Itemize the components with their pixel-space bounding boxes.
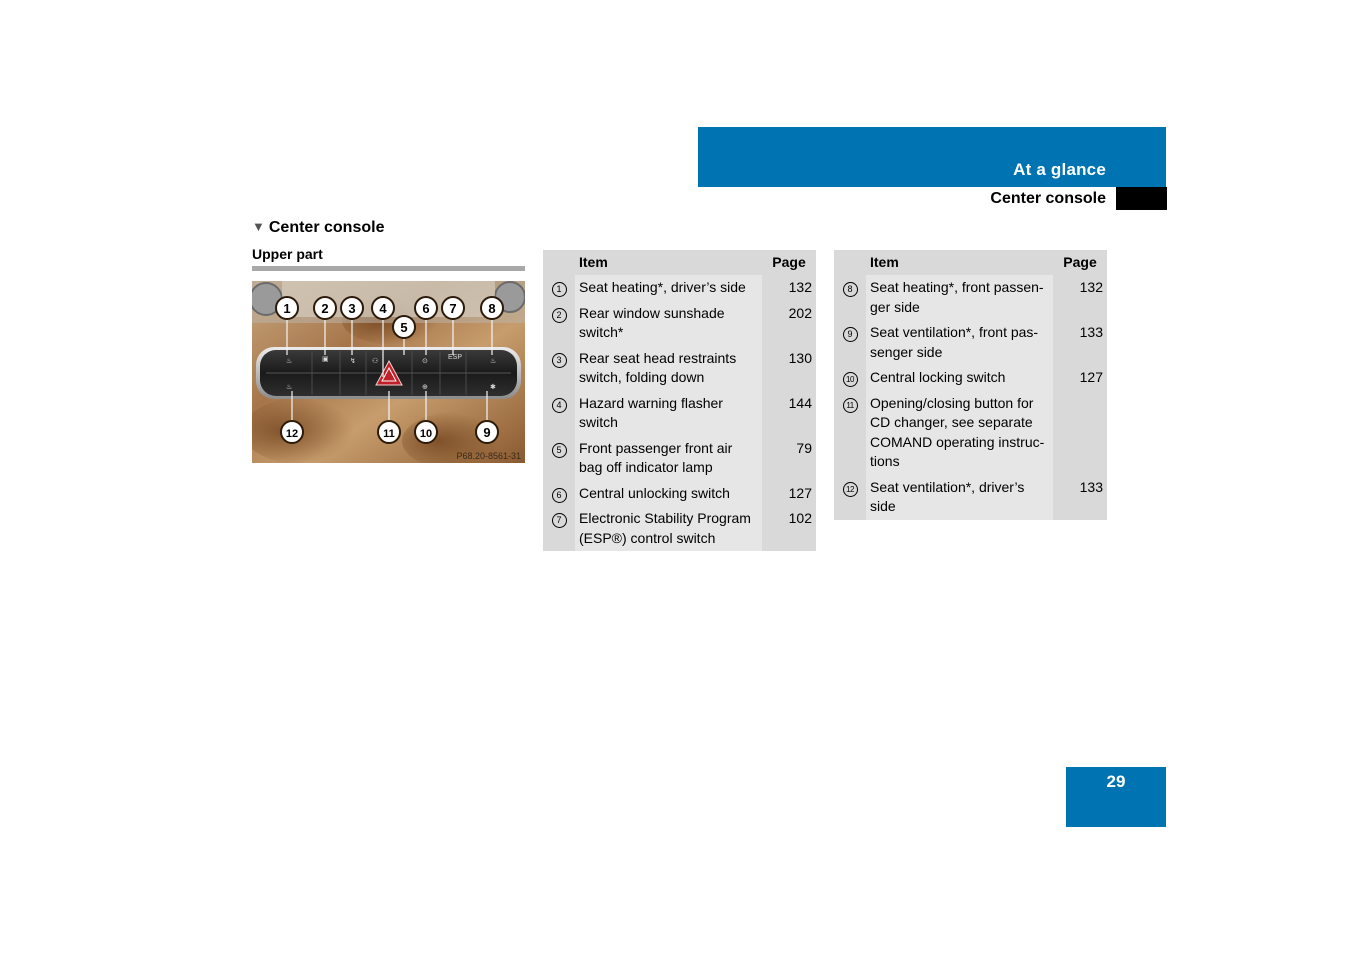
figure-code: P68.20-8561-31 xyxy=(456,451,521,461)
item-description: Front passenger front air bag off indicator lamp xyxy=(575,436,762,481)
svg-text:↯: ↯ xyxy=(350,358,356,365)
table-header-item: Item xyxy=(866,250,1053,275)
item-description: Seat heating*, front passen-ger side xyxy=(866,275,1053,320)
item-number-cell xyxy=(834,320,866,365)
table-header-page: Page xyxy=(762,250,816,275)
callout-8: 8 xyxy=(488,301,496,316)
item-description: Seat heating*, driver’s side xyxy=(575,275,762,301)
table-row xyxy=(834,365,1107,391)
table-header-page: Page xyxy=(1053,250,1107,275)
table-row xyxy=(543,346,816,391)
callout-12: 12 xyxy=(285,428,299,440)
item-page-ref: 202 xyxy=(762,301,816,346)
item-number-cell xyxy=(834,275,866,320)
table-header-num xyxy=(834,250,866,275)
callout-5: 5 xyxy=(400,320,408,335)
item-description: Central unlocking switch xyxy=(575,481,762,507)
item-description: Seat ventilation*, driver’s side xyxy=(866,475,1053,520)
svg-text:ESP: ESP xyxy=(448,354,463,361)
header-bar xyxy=(698,127,1166,187)
svg-text:⊕: ⊕ xyxy=(422,384,428,391)
item-number-cell xyxy=(543,481,575,507)
section-heading xyxy=(252,219,384,237)
triangle-down-icon: ▼ xyxy=(252,219,265,234)
item-description: Electronic Stability Program (ESP®) control switch xyxy=(575,506,762,551)
svg-text:▣: ▣ xyxy=(322,356,329,363)
callout-2: 2 xyxy=(321,301,329,316)
table-row xyxy=(543,275,816,301)
table-row xyxy=(543,301,816,346)
callout-10: 10 xyxy=(419,428,433,440)
table-header-num xyxy=(543,250,575,275)
subsection-rule xyxy=(252,266,525,271)
item-number: 1 xyxy=(552,282,567,297)
item-number-cell xyxy=(543,346,575,391)
item-description: Hazard warning flasher switch xyxy=(575,391,762,436)
table-row xyxy=(543,391,816,436)
item-table-left xyxy=(543,250,816,551)
svg-text:⚇: ⚇ xyxy=(372,358,379,365)
item-number: 11 xyxy=(843,398,858,413)
item-page-ref: 102 xyxy=(762,506,816,551)
item-description: Rear window sunshade switch* xyxy=(575,301,762,346)
item-description: Central locking switch xyxy=(866,365,1053,391)
svg-text:♨: ♨ xyxy=(286,358,293,365)
item-number-cell xyxy=(543,391,575,436)
table-row xyxy=(834,475,1107,520)
table-row xyxy=(543,506,816,551)
item-page-ref: 133 xyxy=(1053,475,1107,520)
item-page-ref: 144 xyxy=(762,391,816,436)
item-number-cell xyxy=(834,475,866,520)
item-table-right xyxy=(834,250,1107,520)
item-page-ref: 127 xyxy=(762,481,816,507)
header-section-title: At a glance xyxy=(1013,160,1106,179)
svg-text:♨: ♨ xyxy=(286,384,293,391)
item-number: 3 xyxy=(552,353,567,368)
callout-1: 1 xyxy=(283,301,291,316)
item-page-ref: 132 xyxy=(1053,275,1107,320)
item-description: Seat ventilation*, front pas-senger side xyxy=(866,320,1053,365)
page-number: 29 xyxy=(1106,772,1126,791)
table-row xyxy=(834,320,1107,365)
table-row xyxy=(543,481,816,507)
header-subsection-title: Center console xyxy=(990,190,1106,207)
callout-9: 9 xyxy=(483,425,491,440)
item-page-ref: 132 xyxy=(762,275,816,301)
center-console-photo xyxy=(252,281,525,463)
item-number: 9 xyxy=(843,327,858,342)
item-number-cell xyxy=(834,391,866,475)
item-description: Opening/closing button for CD changer, see separate COMAND operating instruc-tions xyxy=(866,391,1053,475)
item-number: 10 xyxy=(843,372,858,387)
item-number: 6 xyxy=(552,488,567,503)
subsection-heading: Upper part xyxy=(252,246,323,262)
item-number: 7 xyxy=(552,513,567,528)
item-number: 2 xyxy=(552,308,567,323)
svg-text:♨: ♨ xyxy=(490,358,497,365)
table-row xyxy=(834,391,1107,475)
item-page-ref xyxy=(1053,391,1107,475)
item-page-ref: 130 xyxy=(762,346,816,391)
section-heading-text: Center console xyxy=(268,219,385,236)
page-number-box xyxy=(1066,767,1166,827)
callout-7: 7 xyxy=(449,301,457,316)
callout-3: 3 xyxy=(348,301,356,316)
item-page-ref: 133 xyxy=(1053,320,1107,365)
item-number-cell xyxy=(834,365,866,391)
item-number: 4 xyxy=(552,398,567,413)
item-number-cell xyxy=(543,506,575,551)
svg-text:⊙: ⊙ xyxy=(422,358,428,365)
table-header-item: Item xyxy=(575,250,762,275)
callout-6: 6 xyxy=(422,301,430,316)
item-page-ref: 127 xyxy=(1053,365,1107,391)
item-number-cell xyxy=(543,436,575,481)
item-description: Rear seat head restraints switch, folding down xyxy=(575,346,762,391)
item-number: 12 xyxy=(843,482,858,497)
table-row xyxy=(543,436,816,481)
item-number-cell xyxy=(543,301,575,346)
callout-11: 11 xyxy=(383,428,395,440)
table-row xyxy=(834,275,1107,320)
header-tab-marker xyxy=(1116,187,1167,210)
item-page-ref: 79 xyxy=(762,436,816,481)
item-number: 5 xyxy=(552,443,567,458)
callout-4: 4 xyxy=(379,301,387,316)
item-number: 8 xyxy=(843,282,858,297)
svg-text:✱: ✱ xyxy=(490,384,496,391)
item-number-cell xyxy=(543,275,575,301)
